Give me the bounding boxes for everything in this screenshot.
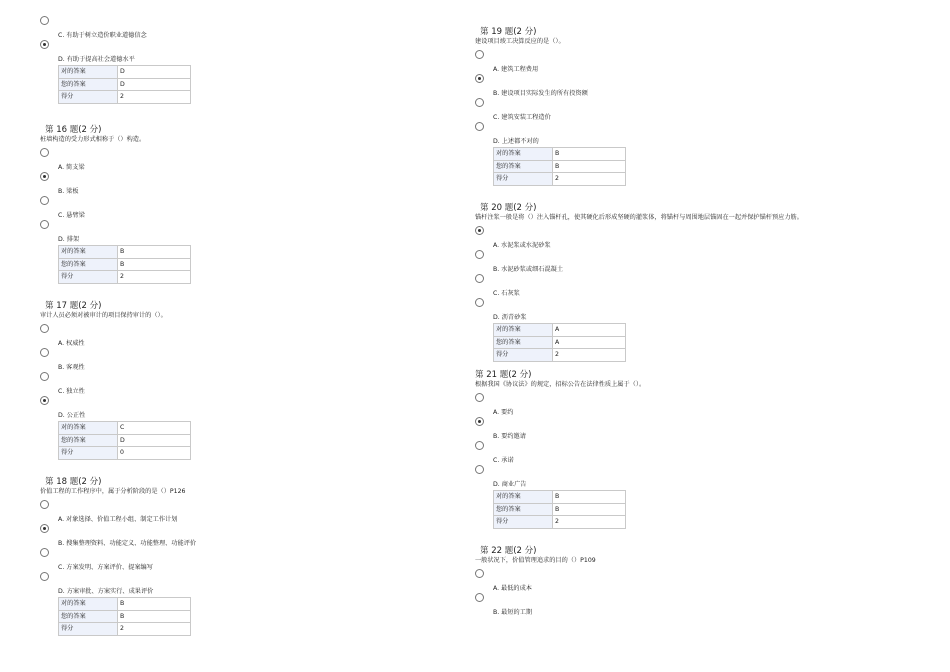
radio-button[interactable] <box>40 396 49 405</box>
option-label: A. 权威性 <box>58 340 85 347</box>
option-label: D. 公正性 <box>58 412 86 419</box>
radio-button[interactable] <box>40 548 49 557</box>
radio-button[interactable] <box>475 226 484 235</box>
correct-answer-label: 对的答案 <box>494 148 553 161</box>
radio-button[interactable] <box>40 372 49 381</box>
score-value: 2 <box>118 623 191 636</box>
option-label: B. 客观性 <box>58 364 85 371</box>
score-value: 2 <box>118 91 191 104</box>
option-d[interactable] <box>475 466 915 490</box>
question-text: 审计人员必须对被审计的项目保持审计的（）。 <box>40 312 167 319</box>
question-heading: 第 19 题(2 分) <box>480 27 537 37</box>
option-c[interactable] <box>40 373 480 397</box>
radio-button[interactable] <box>40 16 49 25</box>
radio-button[interactable] <box>40 148 49 157</box>
option-d[interactable] <box>475 123 915 147</box>
question-heading: 第 17 题(2 分) <box>45 301 102 311</box>
option-a[interactable] <box>40 501 480 525</box>
correct-answer-value: C <box>118 422 191 435</box>
option-a[interactable] <box>40 325 480 349</box>
option-b[interactable] <box>475 418 915 442</box>
your-answer-value: B <box>118 610 191 623</box>
radio-button[interactable] <box>475 569 484 578</box>
correct-answer-label: 对的答案 <box>59 66 118 79</box>
score-value: 2 <box>553 173 626 186</box>
option-label: A. 简支梁 <box>58 164 85 171</box>
option-b[interactable] <box>40 349 480 373</box>
option-label: C. 石灰浆 <box>493 290 520 297</box>
radio-button[interactable] <box>40 196 49 205</box>
question-20 <box>475 203 915 362</box>
option-label: D. 方案审批、方案实行、成果评价 <box>58 588 154 595</box>
option-label: B. 水泥砂浆或细石混凝土 <box>493 266 564 273</box>
radio-button[interactable] <box>475 593 484 602</box>
question-21 <box>475 370 915 529</box>
option-a[interactable] <box>475 227 915 251</box>
option-label: A. 建筑工程费用 <box>493 66 539 73</box>
question-15-tail <box>40 17 480 104</box>
correct-answer-label: 对的答案 <box>494 491 553 504</box>
option-label: B. 梁板 <box>58 188 79 195</box>
option-b[interactable] <box>475 75 915 99</box>
score-label: 得分 <box>59 623 118 636</box>
question-18 <box>40 477 480 636</box>
question-text: 一般状况下，价值管理追求的目的（）P109 <box>475 557 596 564</box>
option-label: B. 建设项目实际发生的所有投资额 <box>493 90 588 97</box>
option-label: A. 要约 <box>493 409 514 416</box>
option-a[interactable] <box>475 51 915 75</box>
radio-button[interactable] <box>40 572 49 581</box>
option-label: D. 排架 <box>58 236 80 243</box>
radio-button[interactable] <box>475 417 484 426</box>
option-label: A. 水泥浆或水泥砂浆 <box>493 242 551 249</box>
option-a[interactable] <box>40 149 480 173</box>
correct-answer-value: A <box>553 324 626 337</box>
correct-answer-value: B <box>553 491 626 504</box>
option-label: B. 搜集整理资料、功能定义、功能整理、功能评价 <box>58 540 197 547</box>
option-label: C. 有助于树立造价职业道德信念 <box>58 32 147 39</box>
option-b[interactable] <box>475 594 915 618</box>
answer-table <box>493 147 626 186</box>
correct-answer-value: B <box>553 148 626 161</box>
answer-table <box>493 490 626 529</box>
option-d[interactable] <box>40 397 480 421</box>
radio-button[interactable] <box>475 50 484 59</box>
score-label: 得分 <box>59 271 118 284</box>
your-answer-label: 您的答案 <box>59 258 118 271</box>
answer-table <box>493 323 626 362</box>
question-17 <box>40 301 480 460</box>
option-a[interactable] <box>475 394 915 418</box>
your-answer-label: 您的答案 <box>494 503 553 516</box>
your-answer-label: 您的答案 <box>59 78 118 91</box>
score-label: 得分 <box>494 516 553 529</box>
option-d[interactable] <box>40 573 480 597</box>
option-label: D. 商业广告 <box>493 481 527 488</box>
radio-button[interactable] <box>475 298 484 307</box>
your-answer-label: 您的答案 <box>494 160 553 173</box>
correct-answer-label: 对的答案 <box>494 324 553 337</box>
question-text: 锚杆注浆一般是将（）注入锚杆孔，使其硬化后形成坚硬的灌浆体，将锚杆与周围地层锚固在一起并保护锚杆预应力筋。 <box>475 214 803 221</box>
option-c[interactable] <box>40 197 480 221</box>
correct-answer-value: B <box>118 246 191 259</box>
radio-button[interactable] <box>40 348 49 357</box>
score-value: 2 <box>553 516 626 529</box>
question-19 <box>475 27 915 186</box>
answer-table <box>58 245 191 284</box>
radio-button[interactable] <box>475 98 484 107</box>
answer-table <box>58 65 191 104</box>
option-label: B. 最短的工期 <box>493 609 533 616</box>
option-b[interactable] <box>40 173 480 197</box>
option-c[interactable] <box>40 549 480 573</box>
answer-table <box>58 421 191 460</box>
correct-answer-value: B <box>118 598 191 611</box>
radio-button[interactable] <box>475 393 484 402</box>
radio-button[interactable] <box>40 500 49 509</box>
radio-button[interactable] <box>40 40 49 49</box>
option-d[interactable] <box>475 299 915 323</box>
radio-button[interactable] <box>40 172 49 181</box>
your-answer-value: D <box>118 78 191 91</box>
question-text: 根据我国《协议法》的规定，招标公告在法律性质上属于（）。 <box>475 381 646 388</box>
radio-button[interactable] <box>475 274 484 283</box>
answer-table <box>58 597 191 636</box>
score-value: 0 <box>118 447 191 460</box>
option-c[interactable] <box>475 442 915 466</box>
score-value: 2 <box>118 271 191 284</box>
your-answer-value: B <box>553 160 626 173</box>
your-answer-label: 您的答案 <box>494 336 553 349</box>
your-answer-value: D <box>118 434 191 447</box>
option-a[interactable] <box>475 570 915 594</box>
question-heading: 第 20 题(2 分) <box>480 203 537 213</box>
option-label: A. 对象选择、价值工程小组、制定工作计划 <box>58 516 178 523</box>
option-label: D. 上述都不对的 <box>493 138 539 145</box>
correct-answer-value: D <box>118 66 191 79</box>
option-c[interactable] <box>475 99 915 123</box>
option-b[interactable] <box>40 525 480 549</box>
your-answer-value: B <box>553 503 626 516</box>
option-c[interactable] <box>40 17 480 41</box>
question-text: 价值工程的工作程序中，属于分析阶段的是（）P126 <box>40 488 186 495</box>
score-label: 得分 <box>59 91 118 104</box>
option-label: C. 承诺 <box>493 457 514 464</box>
option-label: D. 沥青砂浆 <box>493 314 527 321</box>
question-heading: 第 21 题(2 分) <box>475 370 532 380</box>
your-answer-value: B <box>118 258 191 271</box>
option-b[interactable] <box>475 251 915 275</box>
option-label: C. 独立性 <box>58 388 85 395</box>
correct-answer-label: 对的答案 <box>59 422 118 435</box>
question-text: 建设项目竣工决算反应的是（）。 <box>475 38 565 45</box>
radio-button[interactable] <box>475 441 484 450</box>
score-label: 得分 <box>59 447 118 460</box>
radio-button[interactable] <box>475 74 484 83</box>
option-c[interactable] <box>475 275 915 299</box>
option-label: A. 最低的成本 <box>493 585 532 592</box>
option-label: C. 建筑安装工程造价 <box>493 114 551 121</box>
radio-button[interactable] <box>40 524 49 533</box>
question-heading: 第 18 题(2 分) <box>45 477 102 487</box>
question-text: 桩墙构造的受力形式相称于（）构造。 <box>40 136 146 143</box>
question-heading: 第 16 题(2 分) <box>45 125 102 135</box>
radio-button[interactable] <box>40 324 49 333</box>
radio-button[interactable] <box>475 250 484 259</box>
question-heading: 第 22 题(2 分) <box>480 546 537 556</box>
option-d[interactable] <box>40 221 480 245</box>
question-16 <box>40 125 480 284</box>
score-label: 得分 <box>494 173 553 186</box>
radio-button[interactable] <box>40 220 49 229</box>
score-label: 得分 <box>494 349 553 362</box>
option-label: B. 要约邀请 <box>493 433 526 440</box>
your-answer-label: 您的答案 <box>59 610 118 623</box>
option-label: D. 有助于提高社会道德水平 <box>58 56 135 63</box>
question-22 <box>475 546 915 618</box>
your-answer-value: A <box>553 336 626 349</box>
correct-answer-label: 对的答案 <box>59 246 118 259</box>
score-value: 2 <box>553 349 626 362</box>
option-d[interactable] <box>40 41 480 65</box>
option-label: C. 方案发明、方案评价、提案编写 <box>58 564 153 571</box>
option-label: C. 悬臂梁 <box>58 212 85 219</box>
radio-button[interactable] <box>475 465 484 474</box>
correct-answer-label: 对的答案 <box>59 598 118 611</box>
your-answer-label: 您的答案 <box>59 434 118 447</box>
radio-button[interactable] <box>475 122 484 131</box>
